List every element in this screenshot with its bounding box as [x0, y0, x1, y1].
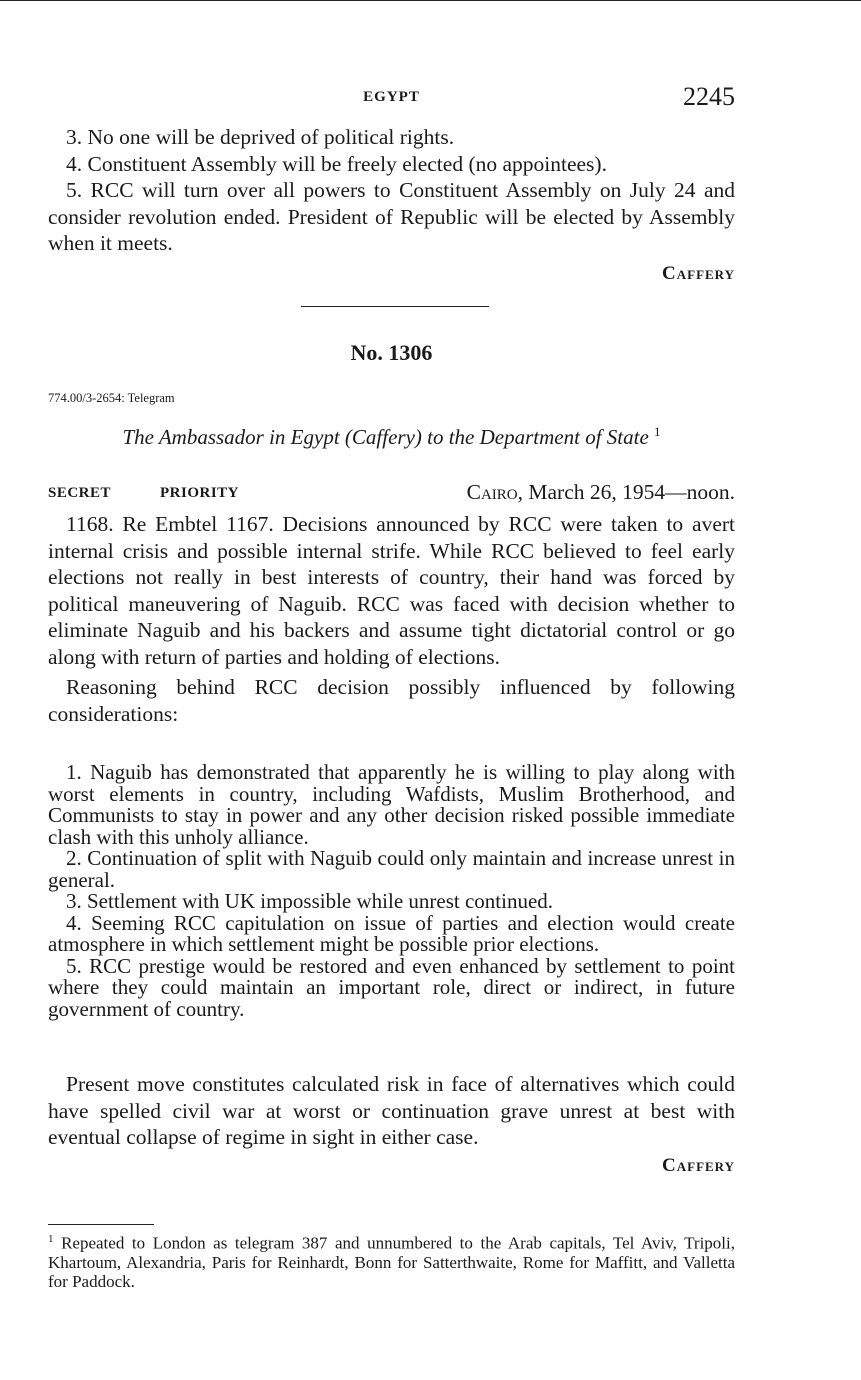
paragraph-3: Present move constitutes calculated risk in face of alternatives which could have spelled civil war at worst or continuation grave unrest at best with eventual collapse of regime in sight in either case. — [48, 1072, 735, 1149]
document-number: No. 1306 — [350, 340, 433, 365]
paragraph-2: Reasoning behind RCC decision possibly influenced by following considerations: — [48, 675, 735, 726]
consideration-1: 1. Naguib has demonstrated that apparently he is willing to play along with worst elements in country, including Wafdists, Muslim Brotherhood, and Communists to stay in power and any other decision risked possible immediate clash with this unholy alliance. — [48, 760, 735, 849]
consideration-2: 2. Continuation of split with Naguib could only maintain and increase unrest in general. — [48, 846, 735, 892]
telegram-body — [48, 511, 735, 727]
footnote-rule — [48, 1224, 154, 1225]
classification: SECRET — [48, 485, 112, 501]
footnote-mark: 1 — [48, 1233, 54, 1245]
prev-item-3: 3. No one will be deprived of political rights. — [66, 125, 455, 149]
footnote — [48, 1230, 735, 1291]
file-reference: 774.00/3-2654: Telegram — [48, 391, 175, 405]
consideration-3: 3. Settlement with UK impossible while unrest continued. — [66, 889, 554, 913]
paragraph-1: 1168. Re Embtel 1167. Decisions announced by RCC were taken to avert internal crisis and possible internal strife. While RCC believed to feel early elections not really in best interests of country, their hand was forced by political maneuvering of Naguib. RCC was faced with decision whether to eliminate Naguib and his backers and assume tight dictatorial control or go along with return of parties and holding of elections. — [48, 512, 735, 669]
running-header — [48, 82, 735, 112]
prev-signature: Caffery — [662, 262, 735, 284]
considerations-list — [48, 762, 735, 1020]
date: March 26, 1954—noon. — [528, 480, 735, 504]
prev-item-5: 5. RCC will turn over all powers to Constituent Assembly on July 24 and consider revolution ended. President of Republic will be elected by Assembly when it meets. — [48, 178, 735, 255]
document-title — [48, 424, 735, 450]
page-top-edge — [0, 0, 861, 1]
prev-item-4: 4. Constituent Assembly will be freely elected (no appointees). — [66, 151, 607, 176]
dateline — [467, 480, 735, 505]
classification-line — [48, 480, 735, 506]
previous-document-tail — [48, 124, 735, 285]
title-footnote-mark: 1 — [654, 424, 661, 439]
consideration-4: 4. Seeming RCC capitulation on issue of parties and election would create atmosphere in which settlement might be possible prior elections. — [48, 910, 735, 956]
signature: Caffery — [662, 1154, 735, 1176]
footnote-text: Repeated to London as telegram 387 and unnumbered to the Arab capitals, Tel Aviv, Tripoli, Khartoum, Alexandria, Paris for Reinhardt, Bonn for Satterthwaite, Rome for Maffitt, and Valletta for Paddock. — [48, 1233, 736, 1291]
document-title-text: The Ambassador in Egypt (Caffery) to the Department of State — [122, 425, 649, 449]
consideration-5: 5. RCC prestige would be restored and even enhanced by settlement to point where they could maintain an important role, direct or indirect, in future government of country. — [48, 953, 735, 1021]
page-number: 2245 — [683, 82, 735, 111]
priority: PRIORITY — [160, 485, 240, 501]
section-divider — [301, 306, 489, 307]
closing-section — [48, 1071, 735, 1177]
running-title: EGYPT — [363, 89, 420, 105]
place: Cairo, — [466, 480, 523, 504]
